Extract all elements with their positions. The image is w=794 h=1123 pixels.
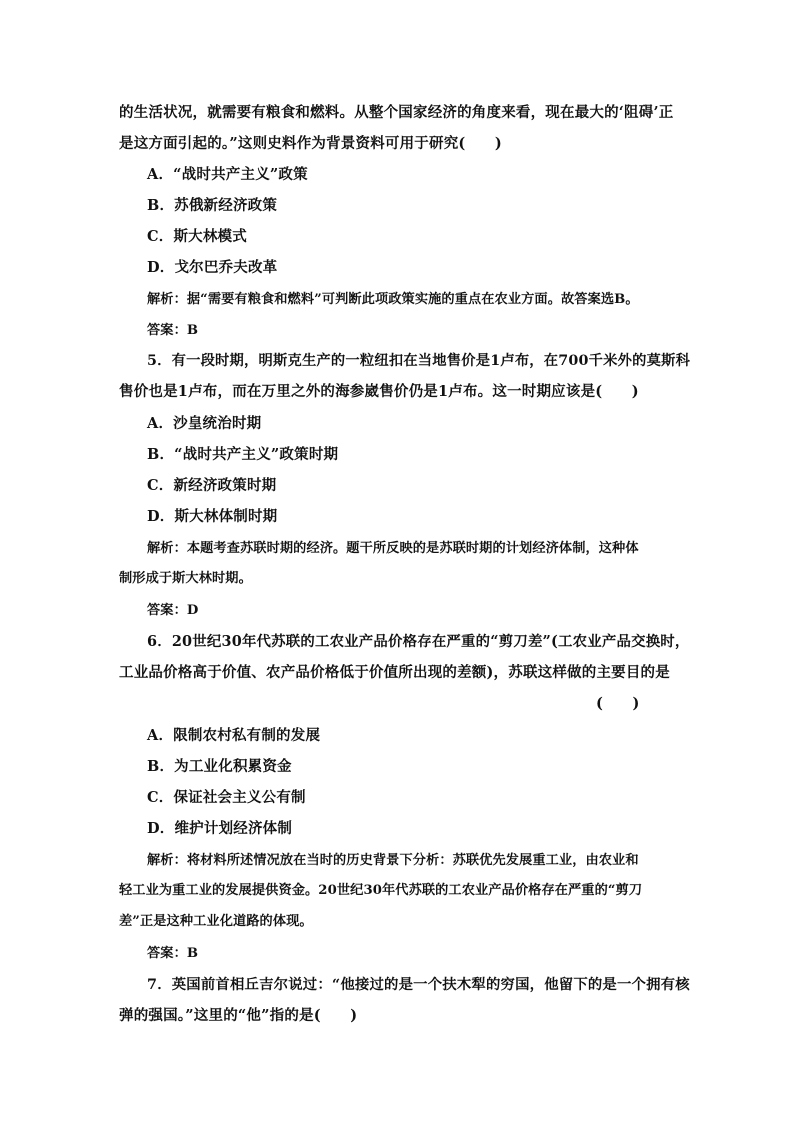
- q5-option-c: C．新经济政策时期: [147, 477, 277, 494]
- q5-stem-line-2: 售价也是1卢布，而在万里之外的海参崴售价仍是1卢布。这一时期应该是( ): [119, 383, 639, 400]
- q5-explanation-line-1: 解析：本题考查苏联时期的经济。题干所反映的是苏联时期的计划经济体制，这种体: [147, 541, 639, 556]
- q6-option-a: A．限制农村私有制的发展: [147, 727, 321, 744]
- q6-option-d: D．维护计划经济体制: [147, 820, 293, 837]
- q4-explanation: 解析：据“需要有粮食和燃料”可判断此项政策实施的重点在农业方面。故答案选B。: [147, 292, 639, 307]
- q7-stem-line-2: 弹的强国。”这里的“他”指的是( ): [119, 1007, 358, 1024]
- q6-stem-line-1: 6．20世纪30年代苏联的工农业产品价格存在严重的“剪刀差”(工农业产品交换时，: [147, 633, 690, 650]
- q5-option-d: D．斯大林体制时期: [147, 508, 278, 525]
- q4-answer: 答案：B: [147, 323, 199, 338]
- q4-option-b: B．苏俄新经济政策: [147, 197, 278, 214]
- q4-option-a: A．“战时共产主义”政策: [147, 166, 308, 183]
- q4-option-c: C．斯大林模式: [147, 228, 247, 245]
- q4-option-d: D．戈尔巴乔夫改革: [147, 259, 278, 276]
- q6-explanation-line-1: 解析：将材料所述情况放在当时的历史背景下分析：苏联优先发展重工业，由农业和: [147, 853, 639, 868]
- q5-stem-line-1: 5．有一段时期，明斯克生产的一粒纽扣在当地售价是1卢布，在700千米外的莫斯科: [147, 353, 691, 369]
- q4-stem-line-1: 的生活状况，就需要有粮食和燃料。从整个国家经济的角度来看，现在最大的‘阻碍’正: [119, 104, 674, 121]
- q6-answer: 答案：B: [147, 946, 199, 961]
- q4-stem-line-2: 是这方面引起的。”这则史料作为背景资料可用于研究( ): [119, 135, 502, 152]
- q6-explanation-line-3: 差”正是这种工业化道路的体现。: [119, 914, 313, 929]
- q5-answer: 答案：D: [147, 603, 199, 618]
- q5-option-b: B．“战时共产主义”政策时期: [147, 446, 339, 463]
- q6-explanation-line-2: 轻工业为重工业的发展提供资金。20世纪30年代苏联的工农业产品价格存在严重的“剪刀: [119, 883, 643, 898]
- q6-stem-line-2: 工业品价格高于价值、农产品价格低于价值所出现的差额)，苏联这样做的主要目的是: [119, 664, 670, 681]
- q6-option-b: B．为工业化积累资金: [147, 758, 292, 775]
- q5-option-a: A．沙皇统治时期: [147, 415, 262, 432]
- q6-option-c: C．保证社会主义公有制: [147, 789, 306, 806]
- q6-answer-blank: ( ): [596, 695, 640, 712]
- q5-explanation-line-2: 制形成于斯大林时期。: [119, 571, 252, 586]
- q7-stem-line-1: 7．英国前首相丘吉尔说过：“他接过的是一个扶木犁的穷国，他留下的是一个拥有核: [147, 977, 690, 993]
